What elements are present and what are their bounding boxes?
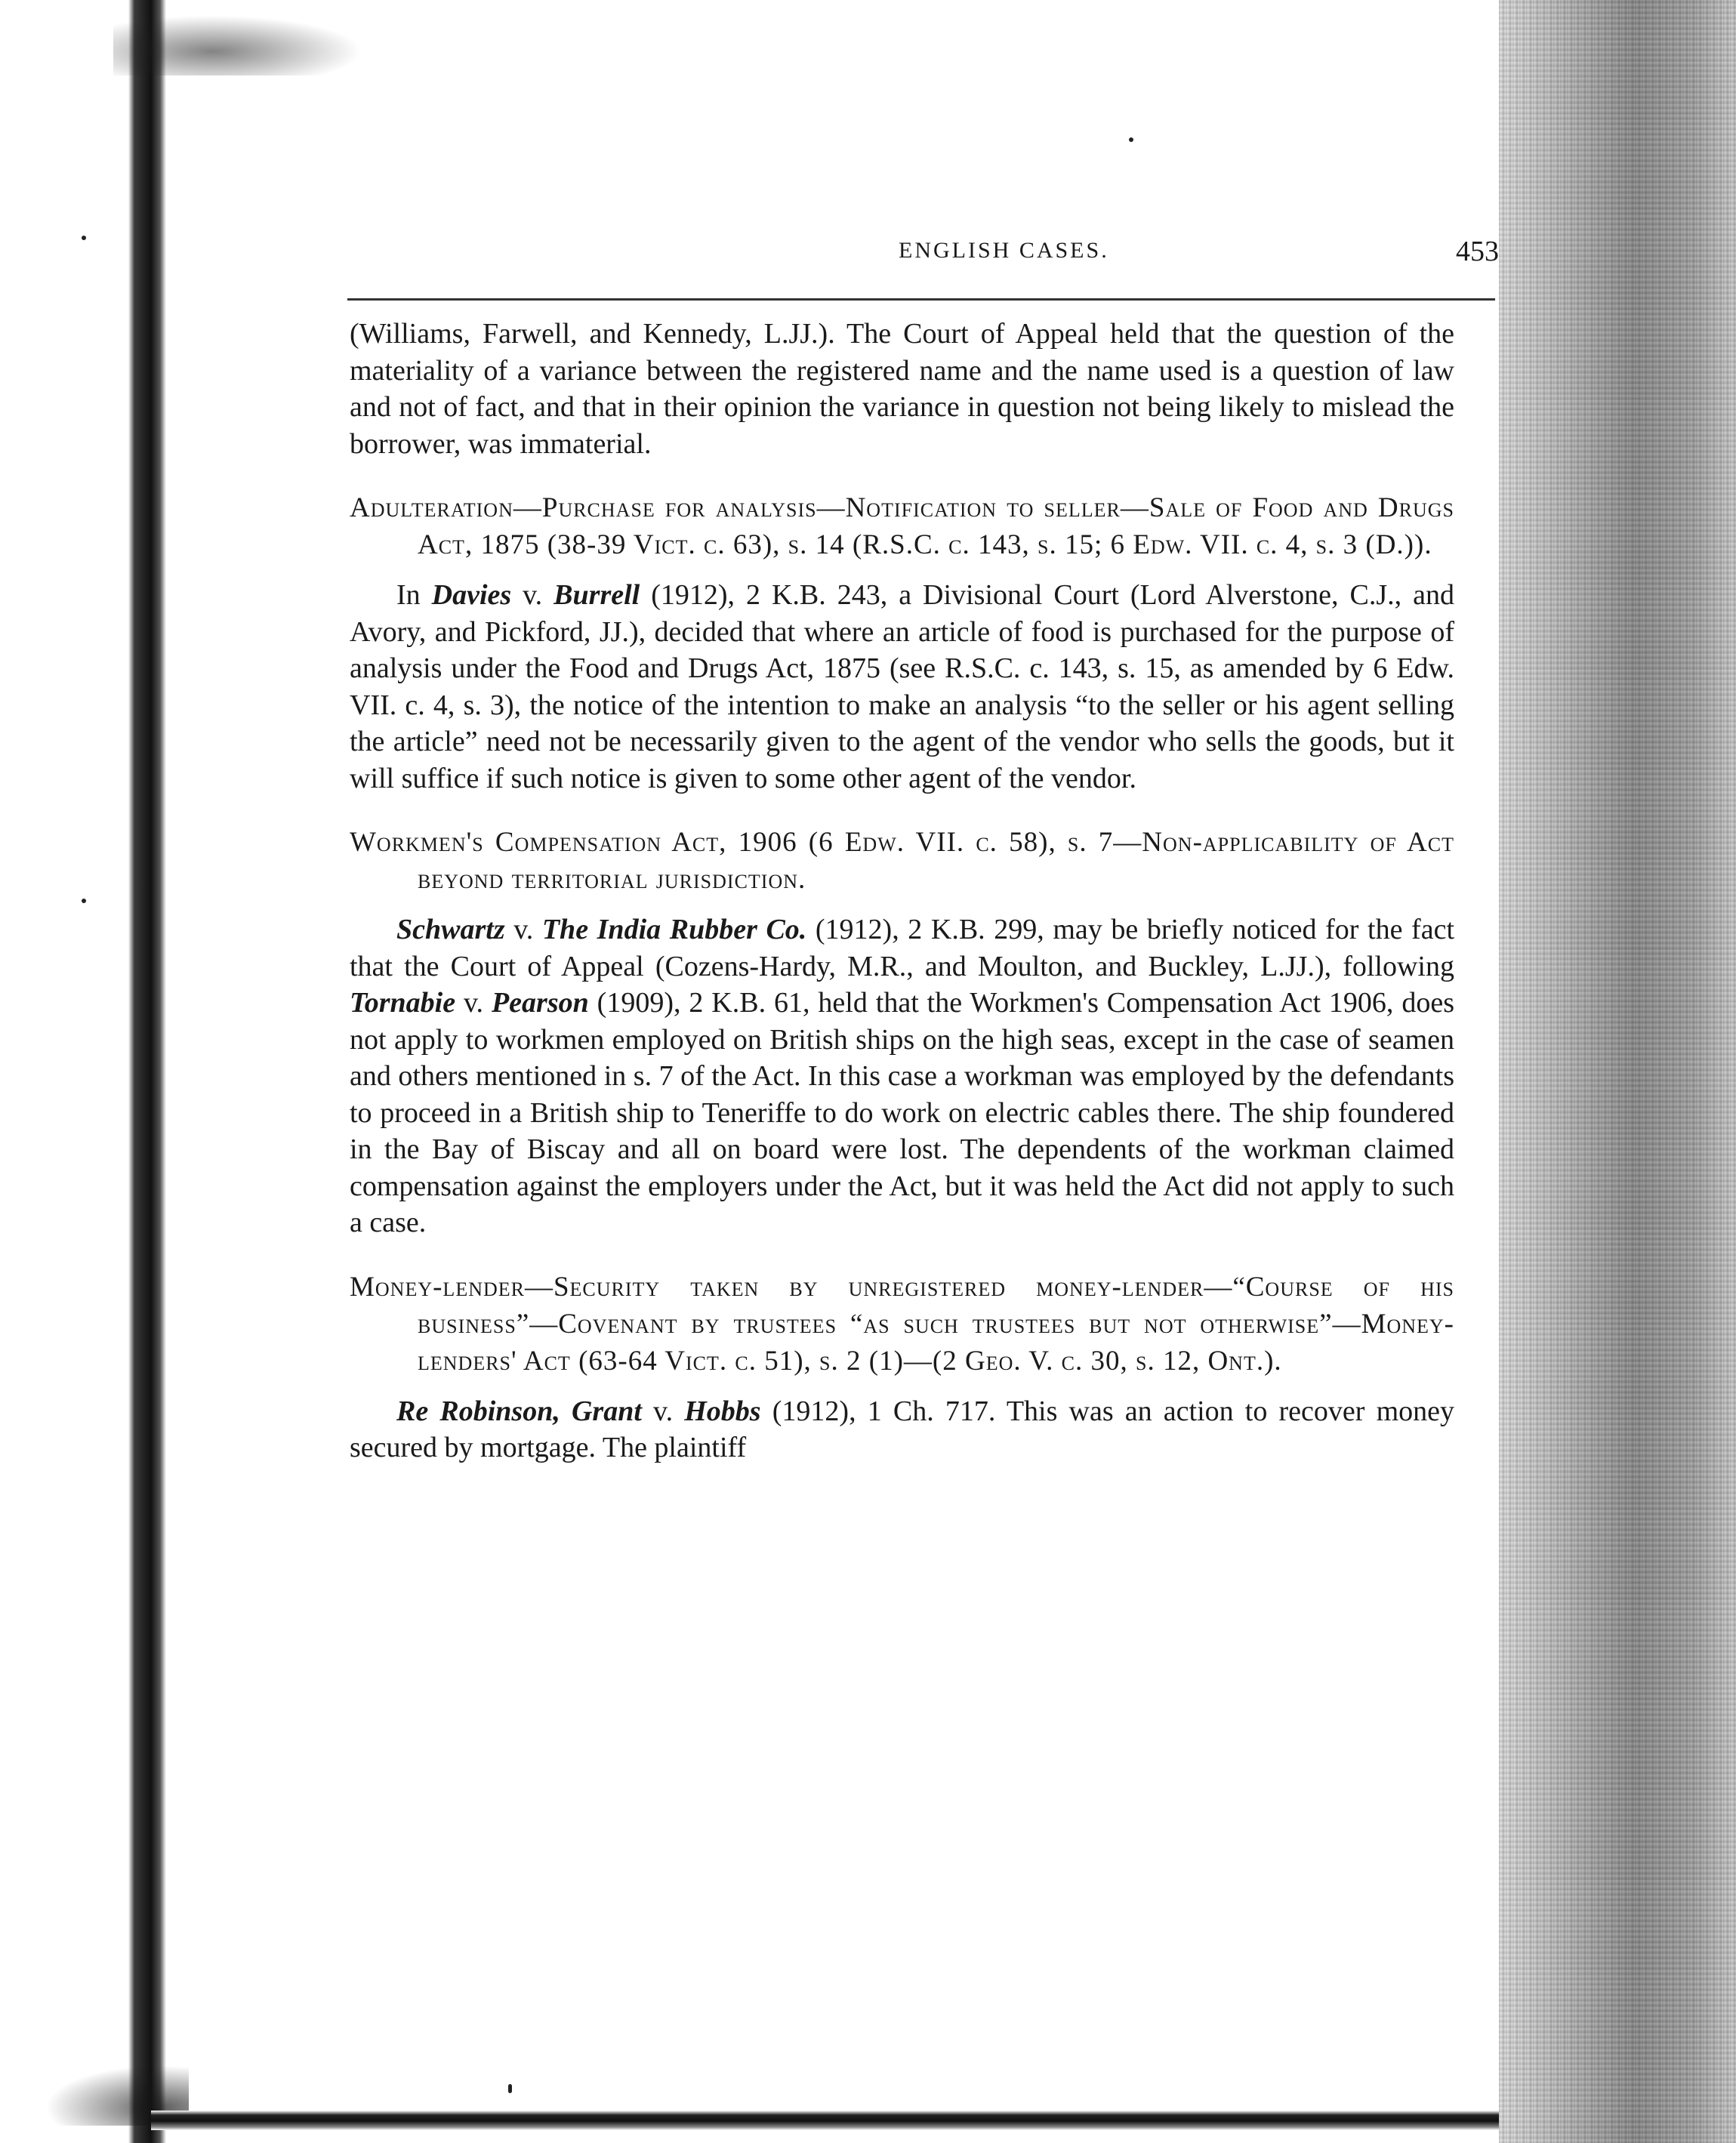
paragraph-re-robinson: [350, 1393, 1454, 1466]
running-title: ENGLISH CASES.: [899, 238, 1109, 263]
page-number: 453: [1456, 236, 1499, 267]
paragraph-text: (Williams, Farwell, and Kennedy, L.JJ.). The Court of Appeal held that the question of the materiality of a variance between the registered name and the name used is a question of law and not of fact, and that in their opinion the variance in question not being likely to mislead the borrower, was immaterial.: [350, 318, 1454, 460]
text-run: (1912), 2 K.B. 243, a Divisional Court (Lord Alverstone, C.J., and Avory, and Pickford, JJ.), decided that where an article of food is purchased for the purpose of analysis under the Food and Drugs Act, 1875 (see R.S.C. c. 143, s. 15, as amended by 6 Edw. VII. c. 4, s. 3), the notice of the intention to make an analysis “to the seller or his agent selling the article” need not be necessarily given to the agent of the vendor who sells the goods, but it will suffice if such notice is given to some other agent of the vendor.: [350, 579, 1454, 794]
case-name: Davies: [431, 579, 512, 611]
case-name: Schwartz: [396, 914, 505, 945]
case-name: The India Rubber Co.: [541, 914, 807, 945]
case-name: Re Robinson, Grant: [396, 1395, 642, 1427]
case-name: Pearson: [491, 987, 589, 1019]
heading-text: Money-lender—Security taken by unregistered money-lender—“Course of his business”—Covenant by trustees “as such trustees but not otherwise”—Money-lenders' Act (63-64 Vict. c. 51), s. 2 (1)—(2 Geo. V. c. 30, s. 12, Ont.).: [350, 1271, 1454, 1377]
text-run: (1909), 2 K.B. 61, held that the Workmen's Compensation Act 1906, does not apply to workmen employed on British ships on the high seas, except in the case of seamen and others mentioned in s. 7 of the Act. In this case a workman was employed by the defendants to proceed in a British ship to Teneriffe to do work on electric cables there. The ship foundered in the Bay of Biscay and all on board were lost. The dependents of the workman claimed compensation against the employers under the Act, but it was held the Act did not apply to such a case.: [350, 987, 1454, 1238]
document-page: [162, 0, 1499, 2107]
heading-text: Workmen's Compensation Act, 1906 (6 Edw. VII. c. 58), s. 7—Non-applicability of Act beyond territorial jurisdiction.: [350, 827, 1454, 895]
case-name: Tornabie: [350, 987, 456, 1019]
body-text: [350, 316, 1454, 1466]
scan-speck: [82, 236, 86, 240]
case-heading-adulteration: [350, 489, 1454, 563]
paragraph-davies-burrell: [350, 577, 1454, 797]
scan-noise-margin: [1499, 0, 1736, 2143]
text-run: In: [396, 579, 432, 611]
text-run: (1912), 2 K.B. 299, may be briefly noticed for the fact that the Court of Appeal (Cozens-Hardy, M.R., and Moulton, and Buckley, L.JJ.), following: [350, 914, 1454, 982]
heading-text: Adulteration—Purchase for analysis—Notification to seller—Sale of Food and Drugs Act, 1875 (38-39 Vict. c. 63), s. 14 (R.S.C. c. 143, s. 15; 6 Edw. VII. c. 4, s. 3 (D.)).: [350, 492, 1454, 560]
scan-speck: [82, 899, 86, 903]
running-head: [736, 238, 1499, 276]
text-run: v.: [504, 914, 542, 945]
text-run: v.: [511, 579, 554, 611]
case-heading-money-lender: [350, 1269, 1454, 1380]
header-rule: [347, 298, 1495, 301]
case-name: Hobbs: [684, 1395, 761, 1427]
case-heading-workmens-compensation: [350, 824, 1454, 898]
page-binding-shadow: [0, 0, 166, 2143]
paragraph-continued: [350, 316, 1454, 462]
text-run: v.: [455, 987, 492, 1019]
text-run: v.: [641, 1395, 685, 1427]
text-run: (1912), 1 Ch. 717. This was an action to recover money secured by mortgage. The plaintiff: [350, 1395, 1454, 1463]
page-bottom-edge: [151, 2111, 1669, 2130]
case-name: Burrell: [553, 579, 640, 611]
paragraph-schwartz: [350, 911, 1454, 1241]
